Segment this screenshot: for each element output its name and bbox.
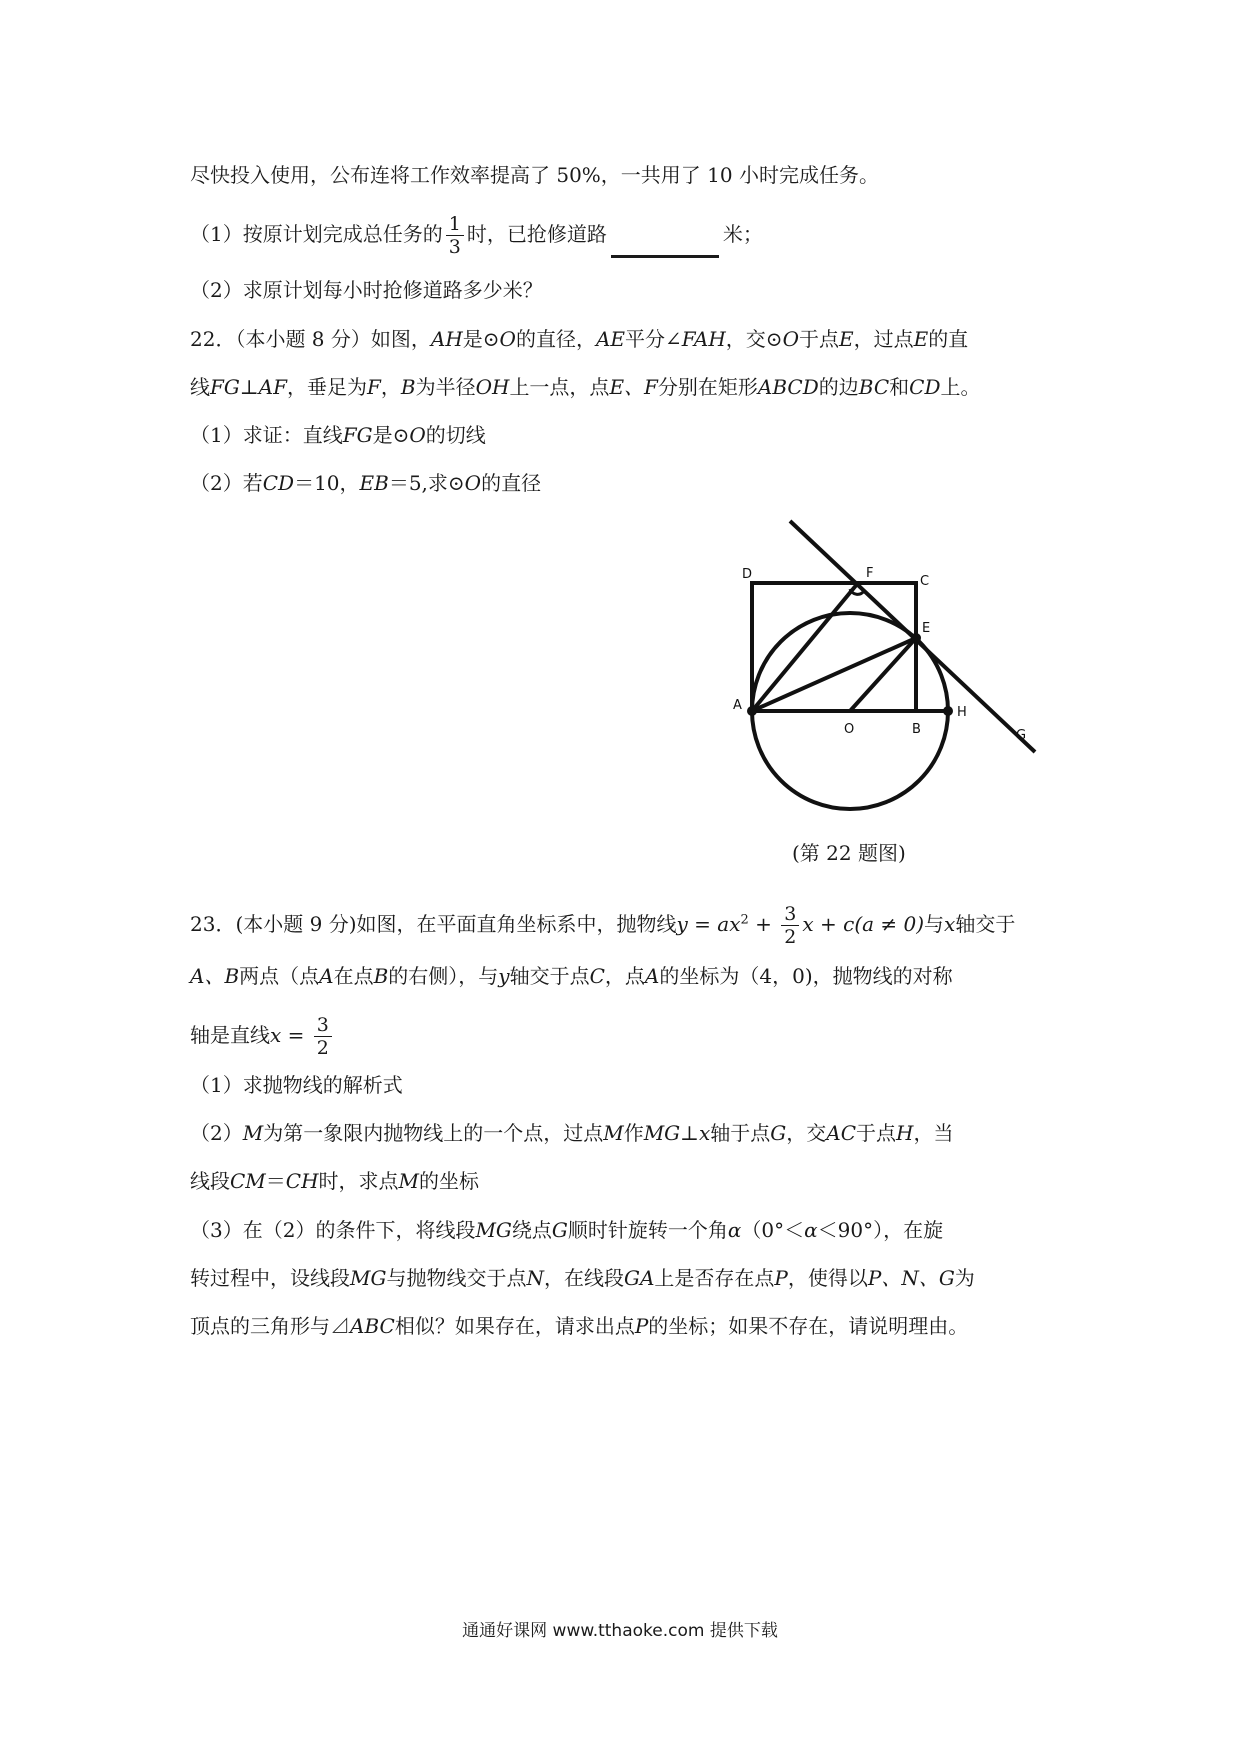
- text-q23-part2-l1-d: ⊥: [680, 1121, 699, 1145]
- geometry-figure: [700, 515, 1060, 815]
- text-q23-part2-l1-m2: M: [603, 1121, 624, 1145]
- segment-oe: [850, 638, 916, 711]
- text-q23-line1-frac-num: 3: [781, 903, 799, 926]
- q21-intro-tail: [190, 160, 879, 190]
- label-g: G: [1016, 728, 1027, 743]
- text-q22-line1-g: ，过点: [853, 327, 914, 351]
- text-q23-line3-a: 轴是直线: [190, 1023, 270, 1047]
- text-q22-line2-f: 上一点，点: [509, 375, 610, 399]
- q22-stem-line2: [190, 372, 981, 402]
- text-q23-part3-l2-b: 与抛物线交于点: [386, 1266, 527, 1290]
- text-q23-part3-l2-n: N: [526, 1266, 544, 1290]
- text-q22-line1-h: 的直: [928, 327, 969, 351]
- text-q22-line1-ae: AE: [595, 327, 625, 351]
- text-q23-part2-l1-f: ，交: [786, 1121, 827, 1145]
- q21-part2: [190, 275, 543, 305]
- text-q23-part2-l1-b: 为第一象限内抛物线上的一个点，过点: [263, 1121, 604, 1145]
- text-q23-part3-l2-png: P、N、G: [867, 1266, 955, 1290]
- text-q22-line1-d: 平分∠: [625, 327, 682, 351]
- answer-blank[interactable]: [611, 235, 719, 258]
- text-q21-part1-c: 米；: [722, 222, 763, 246]
- text-q23-part2-l2-cm: CM: [230, 1169, 266, 1193]
- q23-part2-line1: [190, 1118, 953, 1148]
- text-q22-part2-a: （2）若: [190, 471, 263, 495]
- text-q23-line3-frac-num: 3: [314, 1014, 332, 1037]
- text-q23-part3-l2-mg: MG: [350, 1266, 387, 1290]
- text-q23-part3-l1-d: （0°＜: [741, 1218, 805, 1242]
- point-e-dot: [911, 633, 921, 643]
- text-q22-line2-j: 上。: [940, 375, 981, 399]
- text-q22-line2-a: 线: [190, 375, 210, 399]
- text-q23-part3-l2-ga: GA: [623, 1266, 655, 1290]
- text-q22-part1-o: O: [409, 423, 426, 447]
- text-q23-part3-l2-e: ，使得以: [787, 1266, 868, 1290]
- text-q23-part2-l2-a: 线段: [190, 1169, 230, 1193]
- text-q23-part3-l1-e: ＜90°），在旋: [817, 1218, 944, 1242]
- text-q23-part3-l3-p: P: [634, 1314, 649, 1338]
- q23-part3-line2: [190, 1263, 975, 1293]
- segment-af: [752, 583, 858, 711]
- text-q23-part2-l1-c: 作: [623, 1121, 644, 1145]
- label-h: H: [957, 705, 967, 720]
- text-q22-line2-b: B: [400, 375, 416, 399]
- text-q23-part3-l3-c: 的坐标；如果不存在，请说明理由。: [648, 1314, 969, 1338]
- text-q23-line1-y: y: [676, 912, 688, 936]
- text-q23-part3-l1-alpha: α: [727, 1218, 742, 1242]
- q23-part1: [190, 1070, 403, 1100]
- text-q23-part2-l2-m: M: [398, 1169, 420, 1193]
- text-q23-line2-b: B: [373, 964, 389, 988]
- text-q22-line2-i: 和: [889, 375, 910, 399]
- text-q22-part2-d: 的直径: [481, 471, 542, 495]
- text-q22-part2-b: ＝10，: [294, 471, 360, 495]
- text-q22-line2-cd: CD: [909, 375, 941, 399]
- text-q23-line1-c: 轴交于: [955, 912, 1016, 936]
- page-footer: 通通好课网 www.tthaoke.com 提供下载: [462, 1621, 778, 1641]
- text-q22-line2-oh: OH: [475, 375, 510, 399]
- label-f: F: [866, 566, 874, 581]
- text-q23-line1-rest: x + c(a ≠ 0): [802, 912, 925, 936]
- text-q23-part3-l2-f: 为: [954, 1266, 975, 1290]
- text-q22-line2-c: ，垂足为: [287, 375, 367, 399]
- text-q23-line2-f: ，点: [604, 964, 645, 988]
- q23-part3-line3: [190, 1311, 968, 1341]
- label-e: E: [922, 621, 931, 636]
- text-q21-part1-frac-num: 1: [446, 213, 464, 236]
- text-q22-part2-o: O: [464, 471, 482, 495]
- text-q23-part2-l1-h: ，当: [913, 1121, 954, 1145]
- text-q23-line3-frac-den: 2: [316, 1037, 329, 1059]
- label-c: C: [920, 574, 930, 589]
- q23-stem-line1: [190, 903, 1015, 948]
- text-q22-line2-h: 的边: [818, 375, 859, 399]
- q22-part1: [190, 420, 486, 450]
- text-q23-line1-x: x: [944, 912, 956, 936]
- fraction-one-third: [446, 213, 464, 258]
- text-q22-line2-g: 分别在矩形: [657, 375, 758, 399]
- text-q23-part2-l2-c: 时，求点: [318, 1169, 399, 1193]
- text-q21-part1-a: （1）按原计划完成总任务的: [190, 222, 443, 246]
- text-q23-line2-a: A: [319, 964, 334, 988]
- q21-part1: [190, 213, 763, 258]
- text-q23-line2-c: 在点: [333, 964, 374, 988]
- label-o: O: [844, 722, 855, 737]
- fraction-axis: [314, 1014, 332, 1059]
- q23-part3-line1: [190, 1215, 943, 1245]
- label-b: B: [912, 722, 921, 737]
- text-q23-part2-l2-ch: CH: [285, 1169, 319, 1193]
- text-q22-part1-b: 是⊙: [372, 423, 410, 447]
- text-q22-line2-ef: E、F: [609, 375, 658, 399]
- q23-part2-line2: [190, 1166, 479, 1196]
- text-q23-line2-e: 轴交于点: [509, 964, 590, 988]
- text-q23-line1-b: 与: [924, 912, 945, 936]
- text-q23-part2-l2-b: ＝: [265, 1169, 286, 1193]
- text-q23-part3-l1-c: 顺时针旋转一个角: [567, 1218, 728, 1242]
- text-q23-line1-a: 23．(本小题 9 分)如图，在平面直角坐标系中，抛物线: [190, 912, 677, 936]
- text-q23-part2-l2-d: 的坐标: [419, 1169, 480, 1193]
- text-q22-line2-e: 为半径: [415, 375, 476, 399]
- text-q23-part3-l1-g: G: [551, 1218, 568, 1242]
- text-q23-part2-l1-e: 轴于点: [710, 1121, 771, 1145]
- text-q23-part3-l1-mg: MG: [475, 1218, 512, 1242]
- text-q22-part2-eb: EB: [359, 471, 389, 495]
- text-q22-line2-d: ，: [380, 375, 401, 399]
- text-q22-line2-af: AF: [258, 375, 287, 399]
- text-q22-line2-f: F: [367, 375, 381, 399]
- text-q23-line1-sup: 2: [740, 912, 749, 928]
- text-q22-part1-c: 的切线: [425, 423, 486, 447]
- text-q23-line2-g: 的坐标为（4，0)，抛物线的对称: [659, 964, 953, 988]
- text-q22-line1-a: 22．（本小题 8 分）如图，: [190, 327, 431, 351]
- text-q23-part3-l1-b: 绕点: [511, 1218, 552, 1242]
- text-q22-line1-e: E: [838, 327, 854, 351]
- q23-stem-line2: [190, 961, 953, 991]
- text-q23-part3-l2-d: 上是否存在点: [654, 1266, 775, 1290]
- text-q22-line1-fah: FAH: [681, 327, 726, 351]
- text-q21-intro-tail: 尽快投入使用，公布连将工作效率提高了 50%，一共用了 10 小时完成任务。: [190, 163, 879, 187]
- text-q21-part1-frac-den: 3: [448, 236, 461, 258]
- text-q22-line1-e2: E: [913, 327, 929, 351]
- text-q22-line2-fg: FG: [210, 375, 240, 399]
- text-q23-part2-l1-a: （2）: [190, 1121, 243, 1145]
- text-q22-line1-e: ，交⊙: [725, 327, 783, 351]
- text-q23-part3-l2-a: 转过程中，设线段: [190, 1266, 350, 1290]
- label-a: A: [733, 698, 742, 713]
- text-q23-part2-l1-g: G: [770, 1121, 787, 1145]
- text-q23-part3-l3-abc: ABC: [350, 1314, 395, 1338]
- text-q22-part1-a: （1）求证：直线: [190, 423, 343, 447]
- text-q22-line1-f: 于点: [798, 327, 839, 351]
- text-q22-line2-abcd: ABCD: [757, 375, 819, 399]
- text-q23-line2-c: C: [589, 964, 605, 988]
- text-q22-line1-ah: AH: [430, 327, 463, 351]
- text-q22-line2-bc: BC: [858, 375, 890, 399]
- point-a-dot: [747, 706, 757, 716]
- text-q23-line1-eq: = ax: [687, 912, 741, 936]
- q23-stem-line3: [190, 1014, 335, 1059]
- point-h-dot: [943, 706, 953, 716]
- text-q22-line1-o2: O: [782, 327, 799, 351]
- text-q23-part2-l1-x: x: [698, 1121, 711, 1145]
- text-q23-line2-d: 的右侧），与: [388, 964, 499, 988]
- text-q23-part3-l1-alpha2: α: [804, 1218, 818, 1242]
- text-q23-part2-l1-m: M: [242, 1121, 264, 1145]
- text-q23-part1: （1）求抛物线的解析式: [190, 1073, 403, 1097]
- text-q23-line1-plus: +: [748, 912, 779, 936]
- text-q22-part1-fg: FG: [342, 423, 373, 447]
- q22-part2: [190, 468, 541, 498]
- text-q22-line2-b: ⊥: [239, 375, 259, 399]
- text-q23-line3-x: x: [270, 1023, 282, 1047]
- fraction-three-halves: [781, 903, 799, 948]
- text-q23-part3-l3-b: 相似？如果存在，请求出点: [394, 1314, 635, 1338]
- figure-caption: (第 22 题图): [792, 841, 906, 865]
- text-q23-line2-a2: A: [644, 964, 660, 988]
- text-q23-part3-l2-p: P: [774, 1266, 788, 1290]
- text-q22-line1-o: O: [499, 327, 516, 351]
- text-q21-part1-b: 时，已抢修道路: [466, 222, 607, 246]
- text-q21-part2: （2）求原计划每小时抢修道路多少米？: [190, 278, 543, 302]
- label-d: D: [742, 567, 753, 582]
- text-q22-part2-cd: CD: [262, 471, 295, 495]
- text-q23-part3-l1-a: （3）在（2）的条件下，将线段: [190, 1218, 476, 1242]
- text-q23-part2-l1-ac: AC: [826, 1121, 856, 1145]
- text-q23-line2-a: A、B: [190, 964, 240, 988]
- text-q22-part2-c: ＝5,求⊙: [388, 471, 465, 495]
- text-q23-line3-eq: =: [281, 1023, 311, 1047]
- text-q23-line1-frac-den: 2: [784, 926, 797, 948]
- text-q22-line1-b: 是⊙: [462, 327, 500, 351]
- text-q22-line1-c: 的直径，: [515, 327, 596, 351]
- text-q23-line2-b: 两点（点: [239, 964, 320, 988]
- text-q23-part2-l1-h: H: [896, 1121, 914, 1145]
- q22-stem-line1: [190, 324, 968, 354]
- text-q23-part2-l1-mg: MG: [643, 1121, 681, 1145]
- text-q23-part2-l1-g: 于点: [856, 1121, 896, 1145]
- text-q23-part3-l3-a: 顶点的三角形与⊿: [190, 1314, 350, 1338]
- text-q23-part3-l2-c: ，在线段: [543, 1266, 624, 1290]
- text-q23-line2-y: y: [498, 964, 510, 988]
